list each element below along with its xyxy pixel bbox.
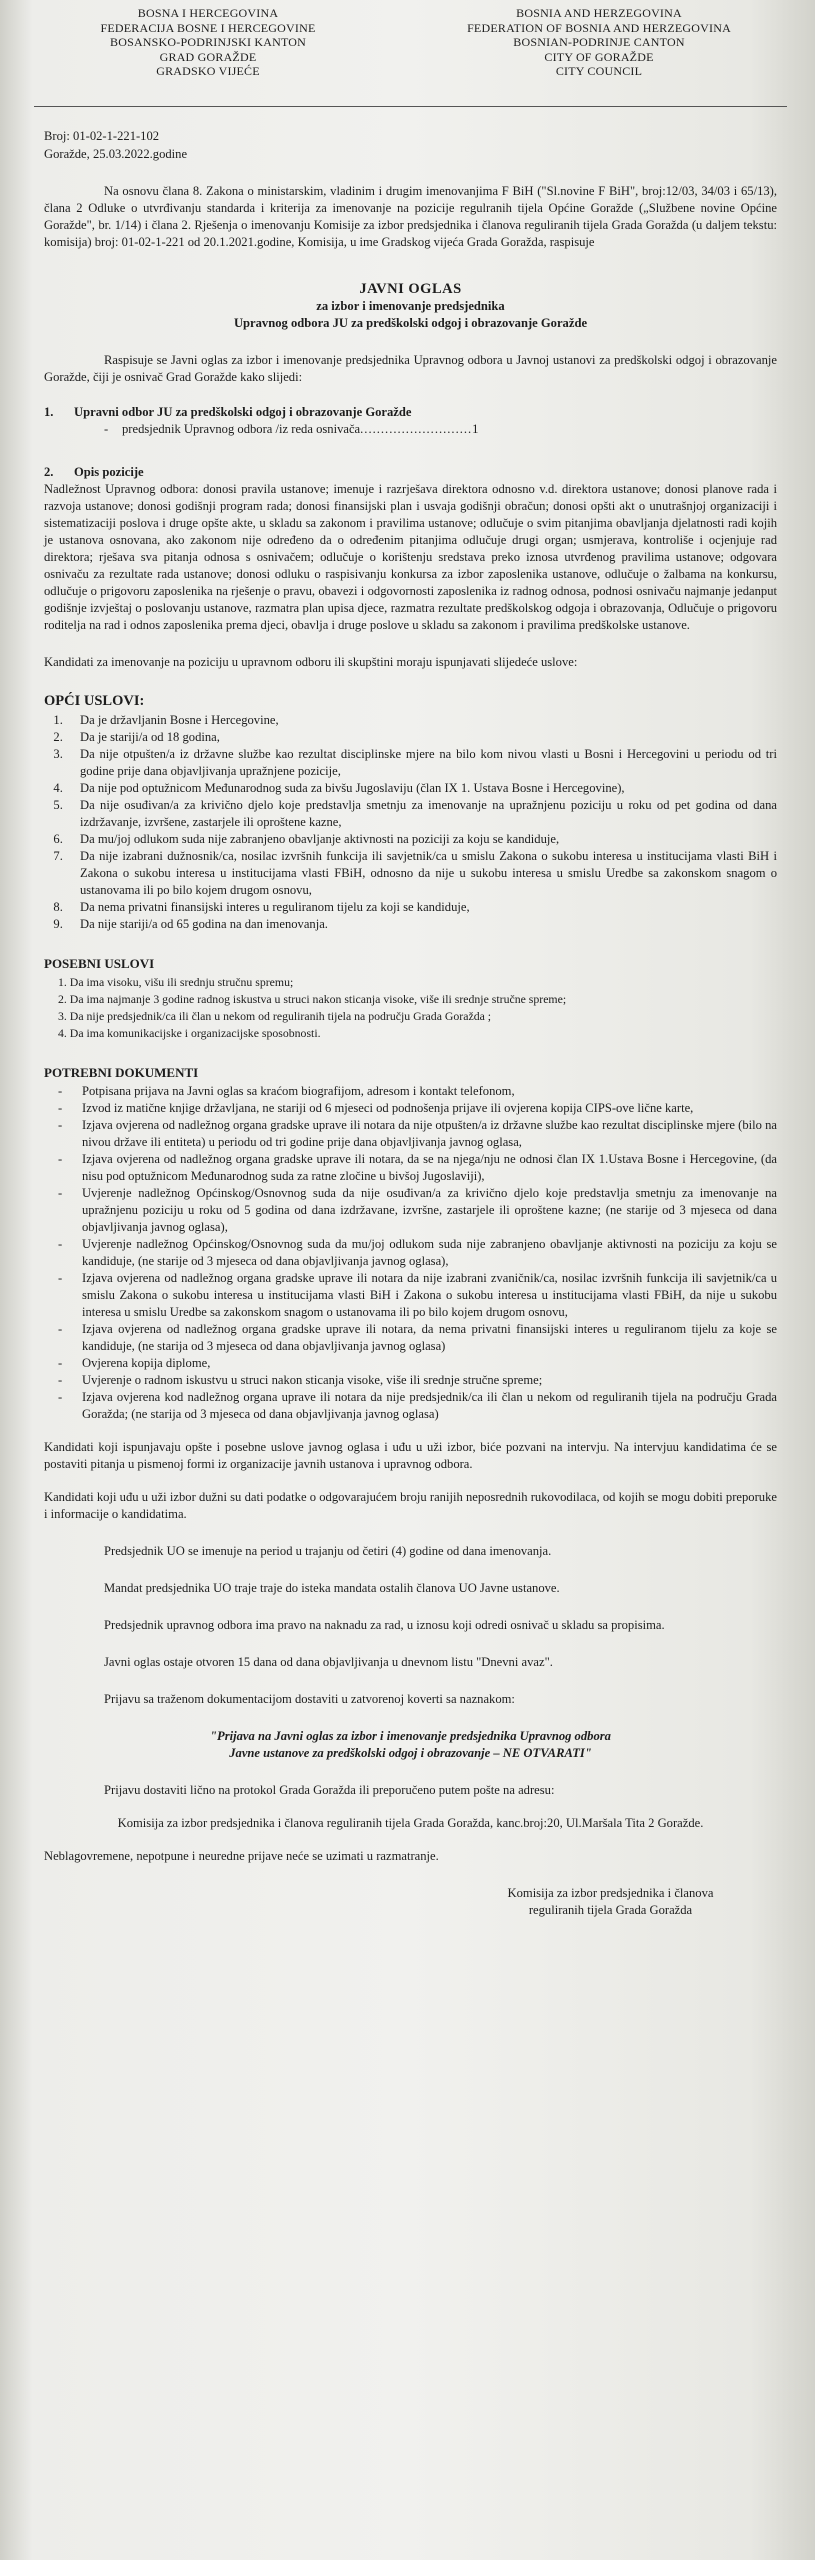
references-paragraph: Kandidati koji uđu u uži izbor dužni su dati podatke o odgovarajućem broju ranijih neposrednih rukovodilaca, od kojih se mogu dobiti preporuke i informacije o kandidatima. [44,1490,777,1521]
letterhead-right-line: CITY COUNCIL [555,64,643,78]
list-item: 4. Da nije pod optužnicom Međunarodnog suda za bivšu Jugoslaviju (član IX 1. Ustava Bosne i Hercegovine), [66,780,777,797]
delivery-address: Komisija za izbor predsjednika i članova reguliranih tijela Grada Goražda, kanc.broj:20, Ul.Maršala Tita 2 Goražde. [117,1816,704,1830]
list-item: 3. Da nije predsjednik/ca ili član u nekom od reguliranih tijela na području Grada Goražda ; [58,1009,492,1023]
document-reference [44,127,777,163]
required-documents-heading: POTREBNI DOKUMENTI [44,1065,199,1080]
term-paragraph: Predsjednik UO se imenuje na period u trajanju od četiri (4) godine od dana imenovanja. [104,1544,552,1558]
section-1-item: - predsjednik Upravnog odbora /iz reda osnivača...........................1 [104,422,479,436]
letterhead-right-line: CITY OF GORAŽDE [544,49,654,64]
envelope-paragraph: Prijavu sa traženom dokumentacijom dostaviti u zatvorenoj koverti sa naznakom: [104,1692,515,1706]
list-item: 1. Da je državljanin Bosne i Hercegovine, [66,712,777,729]
list-item: 9. Da nije stariji/a od 65 godina na dan imenovanja. [66,916,777,933]
open-period-paragraph: Javni oglas ostaje otvoren 15 dana od dana objavljivanja u dnevnom listu "Dnevni avaz". [104,1655,553,1669]
list-item: 2. Da ima najmanje 3 godine radnog iskustva u struci nakon sticanja visoke, više ili srednje stručne spreme; [58,992,567,1006]
general-conditions-list [44,712,777,933]
list-item: 1. Da ima visoku, višu ili srednju stručnu spremu; [58,975,294,989]
required-documents-list [44,1083,777,1423]
letterhead-left-line: BOSNA I HERCEGOVINA [137,6,279,20]
envelope-label-line-2: Javne ustanove za predškolski odgoj i obrazovanje – NE OTVARATI" [229,1746,592,1760]
mandate-paragraph: Mandat predsjednika UO traje traje do isteka mandata ostalih članova UO Javne ustanove. [104,1581,560,1595]
list-item: 6. Da mu/joj odlukom suda nije zabranjeno obavljanje aktivnosti na poziciji za koju se kandiduje, [66,831,777,848]
signature-line-1: Komisija za izbor predsjednika i članova [507,1886,714,1900]
section-1-title: Upravni odbor JU za predškolski odgoj i obrazovanje Goražde [74,405,412,419]
letterhead-right-line: FEDERATION OF BOSNIA AND HERZEGOVINA [467,20,731,35]
section-1-heading [44,404,777,421]
title-line-3: Upravnog odbora JU za predškolski odgoj i obrazovanje Goražde [233,316,588,330]
section-2-text: Nadležnost Upravnog odbora: donosi pravila ustanove; imenuje i razrješava direktora odnosno v.d. direktora ustanove; donosi planove rada i razvoja ustanove; donosi godišnji program rada; donosi finansijski plan i usvaja godišnji obračun; donosi opšti akt o unutrašnjoj organizaciji i sistematizaciji poslova i druge opšte akte, u skladu sa zakonom i pravilima ustanove; odlučuje o svim pitanjima obavljanja djelatnosti radi kojih je ustanova osnovana, ako zakonom nije određeno da o određenim pitanjima odlučuje drugi organ; usmjerava, kontroliše i ocjenjuje rad direktora; rješava sva pitanja odnosa s osnivačem; odlučuje o korištenju sredstava preko iznosa utvrđenog pravilima ustanove; odgovara osnivaču za rezultate rada ustanove; donosi odluku o raspisivanju konkursa za izbor zaposlenika ustanove, odlučuje o žalbama na konkursu, odlučuje o prigovoru zaposlenika na rješenje o pravu, obavezi i odgovornosti zaposlenika iz radnog odnosa, podnosi osnivaču najmanje jedanput godišnje izvještaj o poslovanju ustanove, razmatra plan upisa djece, razmatra rezultate predškolskog odgoja i obrazovanja, Odlučuje o prigovoru roditelja na rad i odnos zaposlenika prema djeci, obavlja i druge poslove u skladu sa zakonom i pravilima predškolske ustanove. [44,482,777,632]
section-2-number: 2. [44,465,54,479]
list-item: 4. Da ima komunikacijske i organizacijske sposobnosti. [58,1026,321,1040]
section-2-heading [44,464,777,481]
special-conditions-heading: POSEBNI USLOVI [44,956,155,971]
compensation-paragraph: Predsjednik upravnog odbora ima pravo na naknadu za rad, u iznosu koji odredi osnivač u skladu sa propisima. [104,1618,665,1632]
envelope-label-line-1: "Prijava na Javni oglas za izbor i imenovanje predsjednika Upravnog odbora [210,1729,611,1743]
reference-date: Goražde, 25.03.2022.godine [44,147,188,161]
letterhead [44,0,777,106]
announcement-paragraph: Raspisuje se Javni oglas za izbor i imenovanje predsjednika Upravnog odbora u Javnoj ustanovi za predškolski odgoj i obrazovanje Goražde, čiji je osnivač Grad Goražde kako slijedi: [44,353,777,384]
incomplete-applications-paragraph: Neblagovremene, nepotpune i neuredne prijave neće se uzimati u razmatranje. [44,1849,439,1863]
signature-block [444,1885,777,1919]
general-conditions-heading: OPĆI USLOVI: [44,693,145,709]
list-item: 7. Da nije izabrani dužnosnik/ca, nosilac izvršnih funkcija ili savjetnik/ca u smislu Zakona o sukobu interesa u institucijama vlasti BiH i Zakona o sukobu interesa u institucijama vlasti FBiH, odnosno da nije u sukobu interesa u smislu Uredbe sa zakonskom snagom o ustanovama ili po bilo kojem drugom osnovu, [66,848,777,899]
letterhead-right [439,6,759,106]
list-item: - Ovjerena kopija diplome, [82,1355,777,1372]
envelope-label [44,1728,777,1762]
section-1-dots: ........................... [360,422,473,436]
list-item: 2. Da je stariji/a od 18 godina, [66,729,777,746]
letterhead-left-line: GRADSKO VIJEĆE [156,64,260,78]
letterhead-left-line: GRAD GORAŽDE [159,49,257,64]
special-conditions-list [44,974,777,1042]
list-item: 3. Da nije otpušten/a iz državne službe kao rezultat disciplinske mjere na bilo kom nivou vlasti u Bosni i Hercegovini u periodu od tri godine prije dana objavljivanja upražnjene pozicije, [66,746,777,780]
list-item: - Uvjerenje o radnom iskustvu u struci nakon sticanja visoke, više ili srednje stručne spreme; [82,1372,777,1389]
list-item: - Izjava ovjerena od nadležnog organa gradske uprave ili notara, da se na njega/nju ne odnosi član IX 1.Ustava Bosne i Hercegovine, (da nisu pod optužnicom Međunarodnog suda za ratne zločine u bivšoj Jugoslaviji), [82,1151,777,1185]
candidates-paragraph: Kandidati za imenovanje na poziciju u upravnom odboru ili skupštini moraju ispunjavati slijedeće uslove: [44,655,578,669]
list-item: - Izvod iz matične knjige državljana, ne stariji od 6 mjeseci od podnošenja prijave ili ovjerena kopija CIPS-ove lične karte, [82,1100,777,1117]
letterhead-left-line: BOSANSKO-PODRINJSKI KANTON [110,35,306,49]
signature-line-2: reguliranih tijela Grada Goražda [528,1903,693,1917]
announcement-title [44,281,777,332]
title-line-1: JAVNI OGLAS [359,281,462,297]
list-item: - Izjava ovjerena od nadležnog organa gradske uprave ili notara, da nema privatni finansijski interes u reguliranom tijelu za koje se kandiduje, (ne starija od 3 mjeseca od dana objavljivanja javnog oglasa) [82,1321,777,1355]
list-item: - Uvjerenje nadležnog Općinskog/Osnovnog suda da mu/joj odlukom suda nije zabranjeno obavljanje aktivnosti na poziciju za koju se kandiduje, (ne starije od 3 mjeseca od dana objavljivanja javnog oglasa), [82,1236,777,1270]
list-item: 8. Da nema privatni finansijski interes u reguliranom tijelu za koji se kandiduje, [66,899,777,916]
section-1-number: 1. [44,405,54,419]
section-2-title: Opis pozicije [74,465,144,479]
intro-paragraph: Na osnovu člana 8. Zakona o ministarskim, vladinim i drugim imenovanjima F BiH ("Sl.novine F BiH", broj:12/03, 34/03 i 65/13), člana 2 Odluke o utvrđivanju standarda i kriterija za imenovanje na pozicije regulranih tijela Općine Goražde („Službene novine Općine Goražde", br. 1/14) i člana 2. Rješenja o imenovanju Komisije za izbor predsjednika i članova reguliranih tijela Grada Goražda (u daljem tekstu: komisija) broj: 01-02-1-221 od 20.1.2021.godine, Komisija, u ime Gradskog vijeća Grada Goražda, raspisuje [44,184,777,249]
list-item: - Uvjerenje nadležnog Općinskog/Osnovnog suda da nije osuđivan/a za krivično djelo koje predstavlja smetnju za imenovanje na upražnjenu poziciju u roku od 5 godina od dana izdržavane, izvršne, zastarjele ili oproštene kazne; (ne starije od 3 mjeseca od dana objavljivanja javnog oglasa), [82,1185,777,1236]
letterhead-left [48,6,368,106]
title-line-2: za izbor i imenovanje predsjednika [316,299,505,313]
list-item: 5. Da nije osuđivan/a za krivično djelo koje predstavlja smetnju za imenovanje na upražnjenu poziciju u roku od pet godina od dana izdržavanje, izvršene, zastarjele ili oproštene kazne, [66,797,777,831]
list-item: - Izjava ovjerena od nadležnog organa gradske uprave ili notara da nije otpušten/a iz državne službe kao rezultat disciplinske mjere (bilo na nivou države ili entiteta) u periodu od tri godine prije dana objavljivanja javnog oglasa, [82,1117,777,1151]
section-1-count: 1 [472,422,479,436]
letterhead-right-line: BOSNIAN-PODRINJE CANTON [513,35,685,49]
reference-number: Broj: 01-02-1-221-102 [44,129,160,143]
letterhead-divider [34,106,787,107]
list-item: - Izjava ovjerena od nadležnog organa gradske uprave ili notara da nije izabrani zvaničnik/ca, nosilac izvršnih funkcija ili savjetnik/ca u smislu Zakona o sukobu interesa u institucijama vlasti BiH i Zakona o sukobu interesa u institucijama vlasti FBiH, da nije u sukobu interesa u smislu Uredbe sa zakonskom snagom o ustanovama ili po bilo kojem drugom osnovu, [82,1270,777,1321]
interview-paragraph: Kandidati koji ispunjavaju opšte i posebne uslove javnog oglasa i uđu u uži izbor, biće pozvani na intervju. Na intervjuu kandidatima će se postaviti pitanja u pismenoj formi iz organizacije javnih ustanova i upravnog odbora. [44,1440,777,1471]
section-1-item-label: predsjednik Upravnog odbora /iz reda osnivača [122,422,361,436]
delivery-paragraph: Prijavu dostaviti lično na protokol Grada Goražda ili preporučeno putem pošte na adresu: [104,1783,555,1797]
letterhead-left-line: FEDERACIJA BOSNE I HERCEGOVINE [100,20,316,35]
letterhead-right-line: BOSNIA AND HERZEGOVINA [516,6,682,20]
list-item: - Potpisana prijava na Javni oglas sa kraćom biografijom, adresom i kontakt telefonom, [82,1083,777,1100]
list-item: - Izjava ovjerena kod nadležnog organa uprave ili notara da nije predsjednik/ca ili član u nekom od reguliranih tijela na području Grada Goražda; (ne starija od 3 mjeseca od dana objavljivanja javnog oglasa) [82,1389,777,1423]
